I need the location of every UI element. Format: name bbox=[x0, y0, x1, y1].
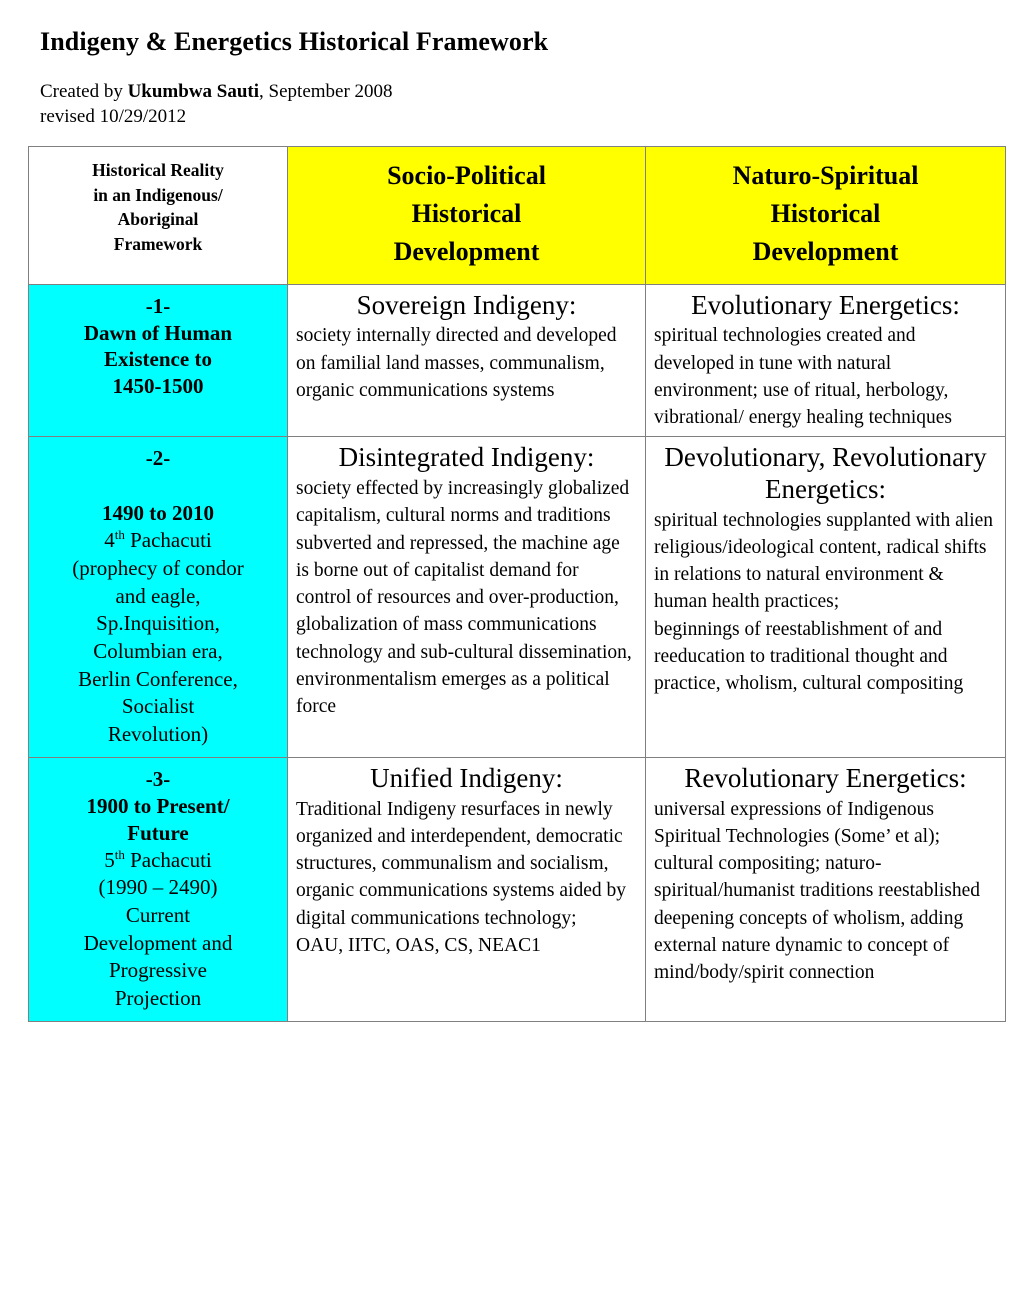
era-strong-line: Dawn of Human bbox=[83, 320, 233, 345]
era-ordinal-suffix: th bbox=[114, 527, 125, 543]
revision-date: revised 10/29/2012 bbox=[40, 105, 187, 127]
era-normal-line: (1990 – 2490) bbox=[98, 875, 218, 900]
header-line: Socio-Political bbox=[387, 161, 546, 190]
era-ordinal-rest: Pachacuti bbox=[124, 847, 212, 872]
header-line: Aboriginal bbox=[117, 209, 199, 229]
header-line: Framework bbox=[113, 233, 203, 254]
cell-heading: Unified Indigeny: bbox=[370, 762, 563, 793]
cell-body: spiritual technologies supplanted with alien religious/ideological content, radical shifts in relations to natural environment & human health practices; beginnings of reestablishment of and reeducation to traditional thought and practice, wholism, cultural compositing bbox=[654, 509, 994, 695]
era-normal-line: Revolution) bbox=[107, 722, 209, 747]
era-strong-line: 1450-1500 bbox=[112, 374, 204, 399]
era-cell-1 bbox=[29, 284, 288, 437]
era-normal-line: (prophecy of condor bbox=[72, 555, 244, 580]
era-ordinal-suffix: th bbox=[114, 846, 125, 862]
era-ordinal-rest: Pachacuti bbox=[124, 528, 212, 553]
cell-body: universal expressions of Indigenous Spiritual Technologies (Some’ et al); cultural compositing; naturo-spiritual/humanist traditions reestablished deepening concepts of wholism, adding external nature dynamic to concept of mind/body/spirit connection bbox=[654, 798, 981, 984]
naturo-cell-3 bbox=[646, 757, 1006, 1021]
era-normal-line: Projection bbox=[114, 986, 202, 1011]
created-date: , September 2008 bbox=[259, 80, 393, 102]
era-normal-line: Sp.Inquisition, bbox=[96, 611, 220, 636]
cell-heading: Devolutionary, Revolutionary Energetics: bbox=[664, 442, 987, 504]
byline-prefix: Created by bbox=[40, 80, 128, 102]
era-normal-line: Progressive bbox=[109, 958, 207, 983]
table-row bbox=[29, 757, 1006, 1021]
naturo-cell-1 bbox=[646, 284, 1006, 437]
cell-body: Traditional Indigeny resurfaces in newly organized and interdependent, democratic structures, communalism and socialism, organic communications systems aided by digital communications technology; OAU, IITC, OAS, CS, NEAC1 bbox=[296, 798, 626, 956]
column-header-historical-reality bbox=[29, 147, 288, 285]
era-number: -1- bbox=[145, 293, 171, 318]
era-normal-line: Current bbox=[125, 902, 191, 927]
cell-heading: Revolutionary Energetics: bbox=[684, 762, 967, 793]
header-line: Historical Reality bbox=[92, 160, 224, 180]
page-title: Indigeny & Energetics Historical Framework bbox=[40, 27, 549, 56]
column-header-socio-political bbox=[288, 147, 646, 285]
cell-heading: Disintegrated Indigeny: bbox=[338, 442, 595, 473]
cell-body: society internally directed and developed on familial land masses, communalism, organic communications systems bbox=[296, 325, 617, 401]
cell-heading: Evolutionary Energetics: bbox=[691, 289, 960, 320]
author-name: Ukumbwa Sauti bbox=[127, 80, 260, 102]
cell-heading: Sovereign Indigeny: bbox=[356, 289, 577, 320]
era-ordinal-number: 4 bbox=[104, 528, 115, 553]
cell-body: spiritual technologies created and developed in tune with natural environment; use of ritual, herbology, vibrational/ energy healing techniques bbox=[654, 325, 953, 429]
era-ordinal-line bbox=[35, 527, 281, 555]
era-strong-line: Future bbox=[127, 820, 189, 845]
era-ordinal-line bbox=[35, 847, 281, 875]
byline bbox=[40, 79, 1033, 129]
naturo-cell-2 bbox=[646, 437, 1006, 758]
era-cell-3 bbox=[29, 757, 288, 1021]
era-strong-line: Existence to bbox=[104, 347, 212, 372]
header-line: Naturo-Spiritual bbox=[732, 161, 919, 190]
header-line: Historical bbox=[770, 199, 881, 229]
era-normal-line: Columbian era, bbox=[93, 639, 223, 664]
header-line: in an Indigenous/ bbox=[93, 184, 223, 205]
header-line: Historical bbox=[411, 199, 522, 229]
era-ordinal-number: 5 bbox=[104, 847, 115, 872]
table-header-row bbox=[29, 147, 1006, 285]
cell-body: society effected by increasingly globalized capitalism, cultural norms and traditions subverted and repressed, the machine age is borne out of capitalist demand for control of resources and over-production, globalization of mass communications technology and sub-cultural dissemination, environmentalism emerges as a political force bbox=[296, 478, 632, 718]
era-number: -2- bbox=[145, 446, 171, 471]
historical-framework-table bbox=[28, 146, 1006, 1022]
column-header-naturo-spiritual bbox=[646, 147, 1006, 285]
era-number: -3- bbox=[145, 766, 171, 791]
table-row bbox=[29, 284, 1006, 437]
era-cell-2 bbox=[29, 437, 288, 758]
header-line: Development bbox=[393, 237, 540, 267]
era-strong-line: 1900 to Present/ bbox=[86, 793, 230, 818]
document-header bbox=[0, 0, 1033, 129]
table-row bbox=[29, 437, 1006, 758]
era-normal-line: and eagle, bbox=[115, 583, 201, 608]
socio-cell-2 bbox=[288, 437, 646, 758]
era-normal-line: Berlin Conference, bbox=[78, 666, 238, 691]
header-line: Development bbox=[752, 237, 899, 267]
era-strong-line: 1490 to 2010 bbox=[102, 501, 214, 526]
era-normal-line: Socialist bbox=[121, 694, 195, 719]
era-normal-line: Development and bbox=[83, 930, 233, 955]
socio-cell-3 bbox=[288, 757, 646, 1021]
socio-cell-1 bbox=[288, 284, 646, 437]
spacer bbox=[35, 472, 281, 500]
